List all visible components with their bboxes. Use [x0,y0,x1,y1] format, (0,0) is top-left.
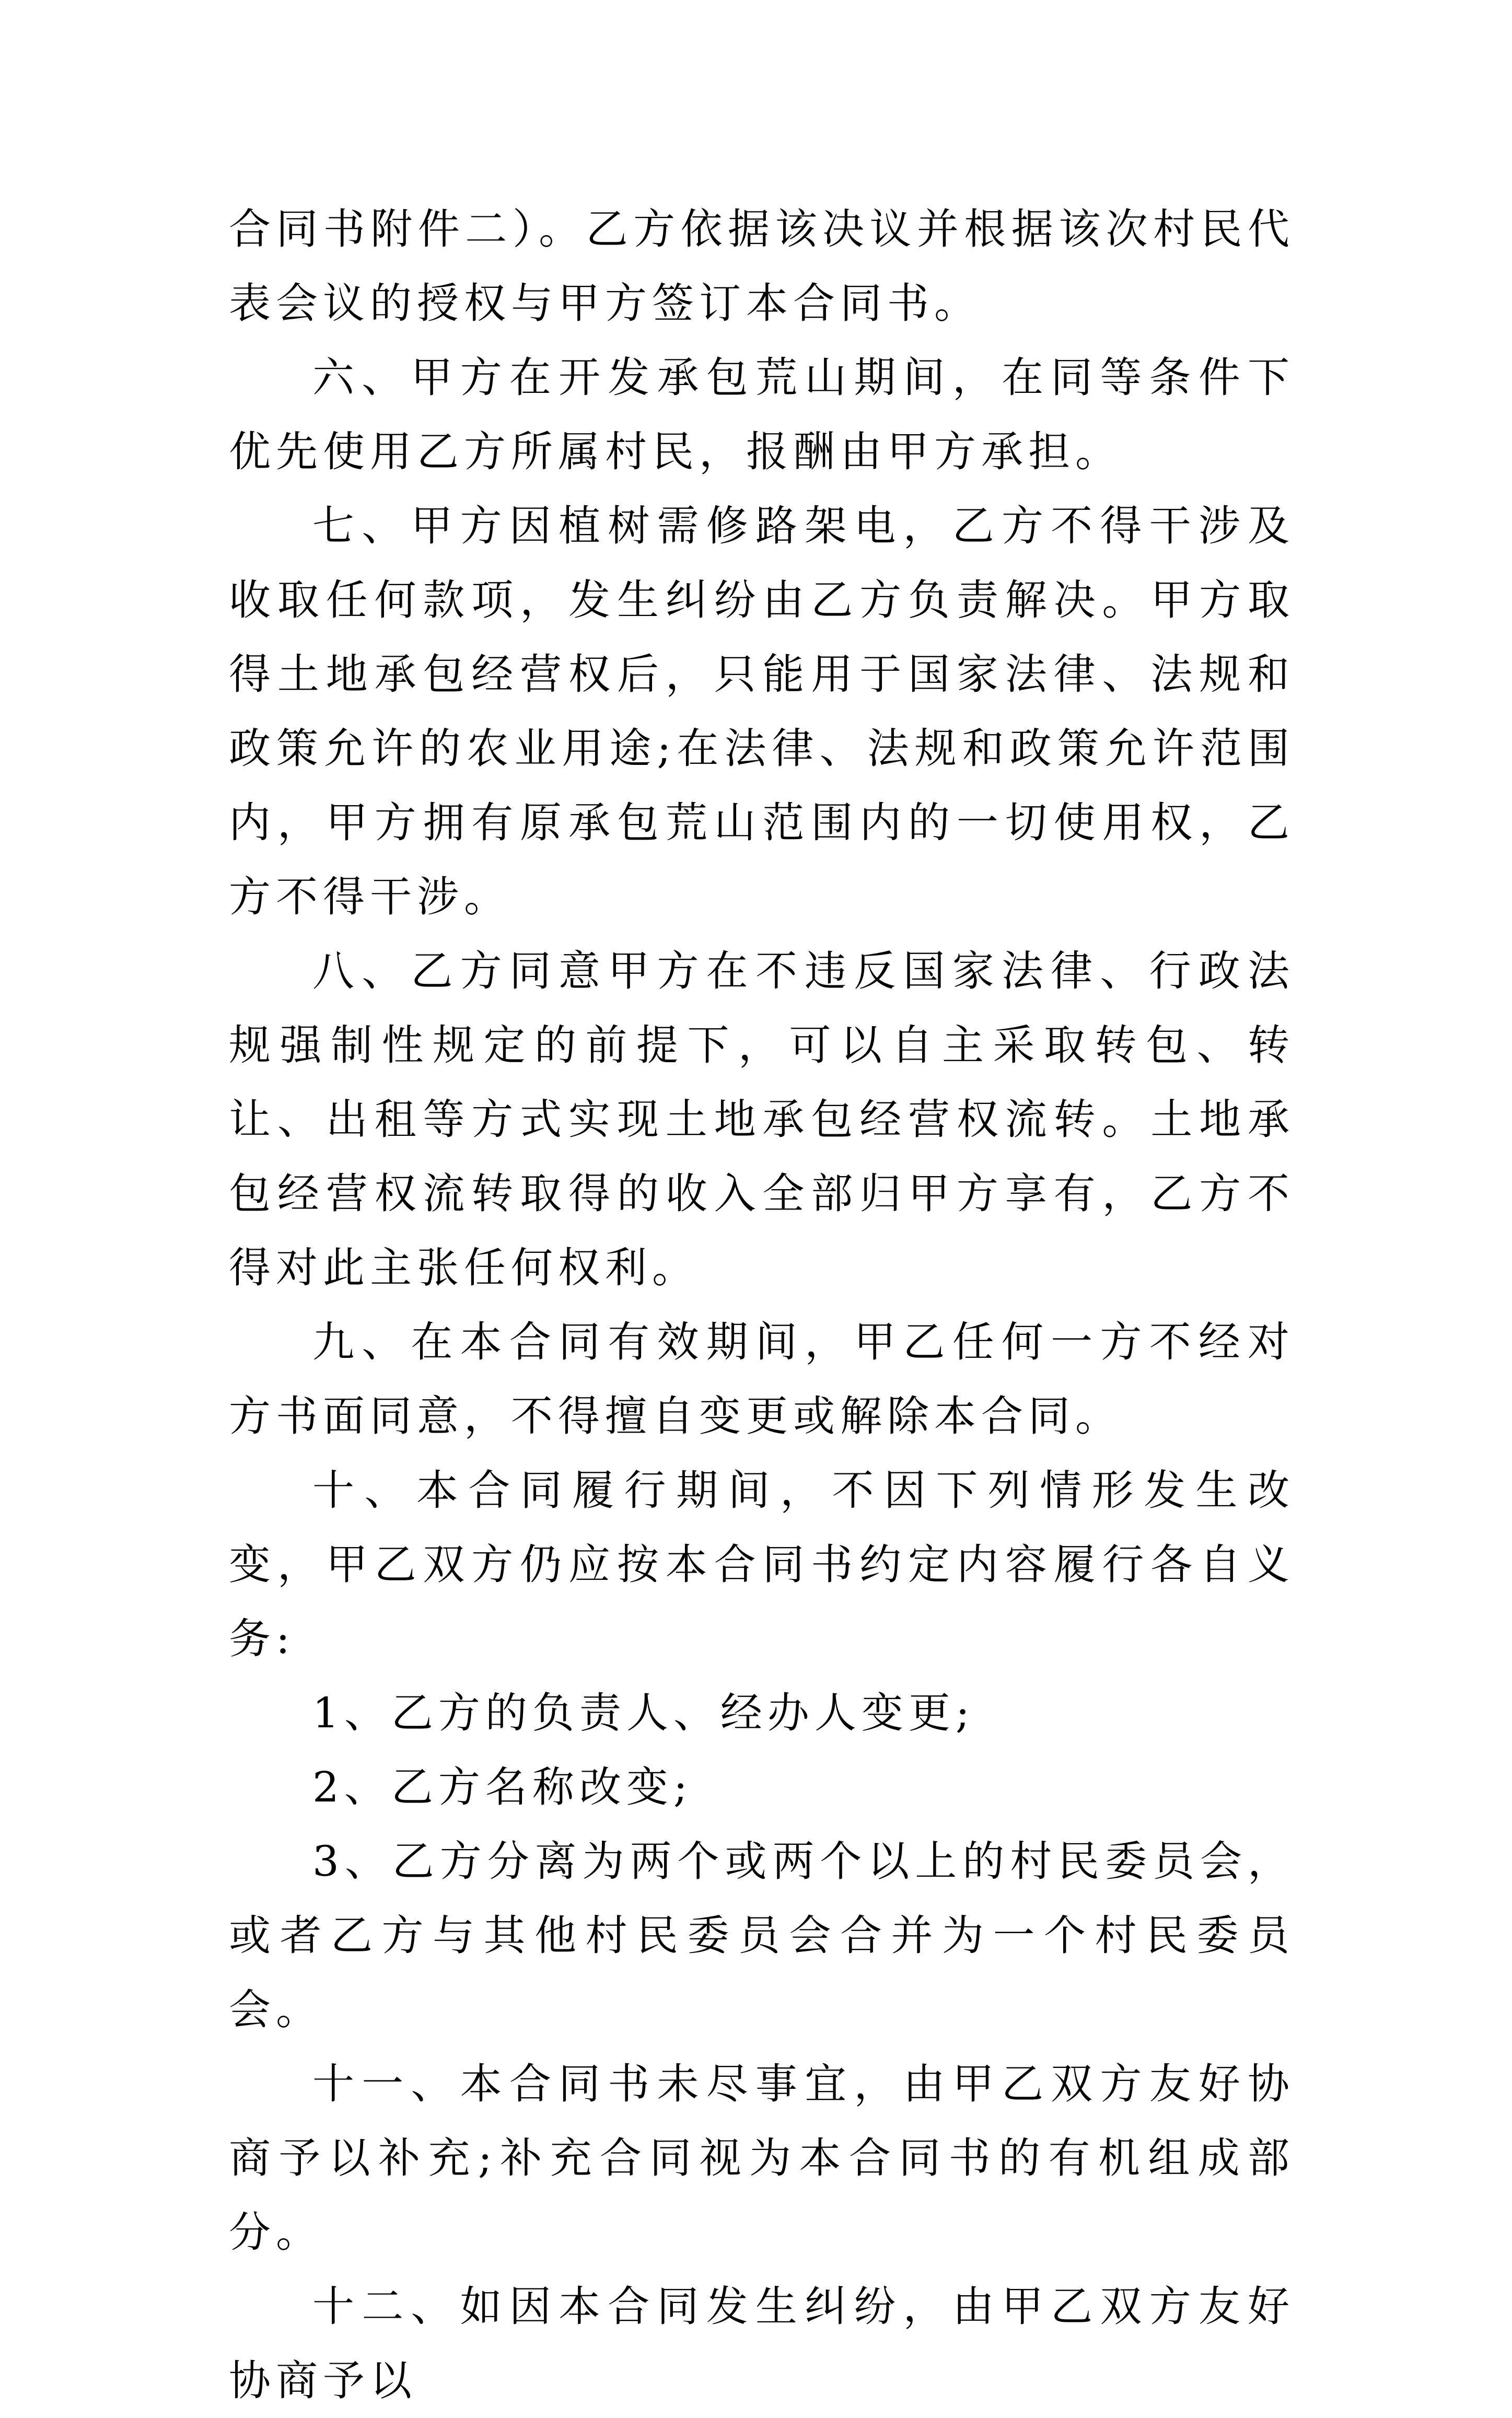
paragraph-clause-12: 十二、如因本合同发生纠纷，由甲乙双方友好协商予以 [229,2282,1295,2405]
paragraph-clause-8: 八、乙方同意甲方在不违反国家法律、行政法规强制性规定的前提下，可以自主采取转包、转让、出租等方式实现土地承包经营权流转。土地承包经营权流转取得的收入全部归甲方享有，乙方不得对此主张任何权利。 [229,947,1295,1292]
paragraph-item-1: 1、乙方的负责人、经办人变更; [312,1689,975,1737]
paragraph-clause-10: 十、本合同履行期间，不因下列情形发生改变，甲乙双方仍应按本合同书约定内容履行各自义务: [229,1466,1295,1663]
paragraph-clause-11: 十一、本合同书未尽事宜，由甲乙双方友好协商予以补充;补充合同视为本合同书的有机组成部分。 [229,2060,1295,2257]
paragraph-item-3: 3、乙方分离为两个或两个以上的村民委员会，或者乙方与其他村民委员会合并为一个村民委员会。 [229,1837,1295,2034]
document-body [229,192,1295,2418]
paragraph-item-2: 2、乙方名称改变; [312,1763,693,1811]
paragraph-clause-6: 六、甲方在开发承包荒山期间，在同等条件下优先使用乙方所属村民，报酬由甲方承担。 [229,353,1295,476]
paragraph-clause-9: 九、在本合同有效期间，甲乙任何一方不经对方书面同意，不得擅自变更或解除本合同。 [229,1318,1295,1440]
paragraph-continuation: 合同书附件二）。乙方依据该决议并根据该次村民代表会议的授权与甲方签订本合同书。 [229,205,1295,328]
paragraph-clause-7: 七、甲方因植树需修路架电，乙方不得干涉及收取任何款项，发生纠纷由乙方负责解决。甲方取得土地承包经营权后，只能用于国家法律、法规和政策允许的农业用途;在法律、法规和政策允许范围内，甲方拥有原承包荒山范围内的一切使用权，乙方不得干涉。 [229,502,1295,921]
